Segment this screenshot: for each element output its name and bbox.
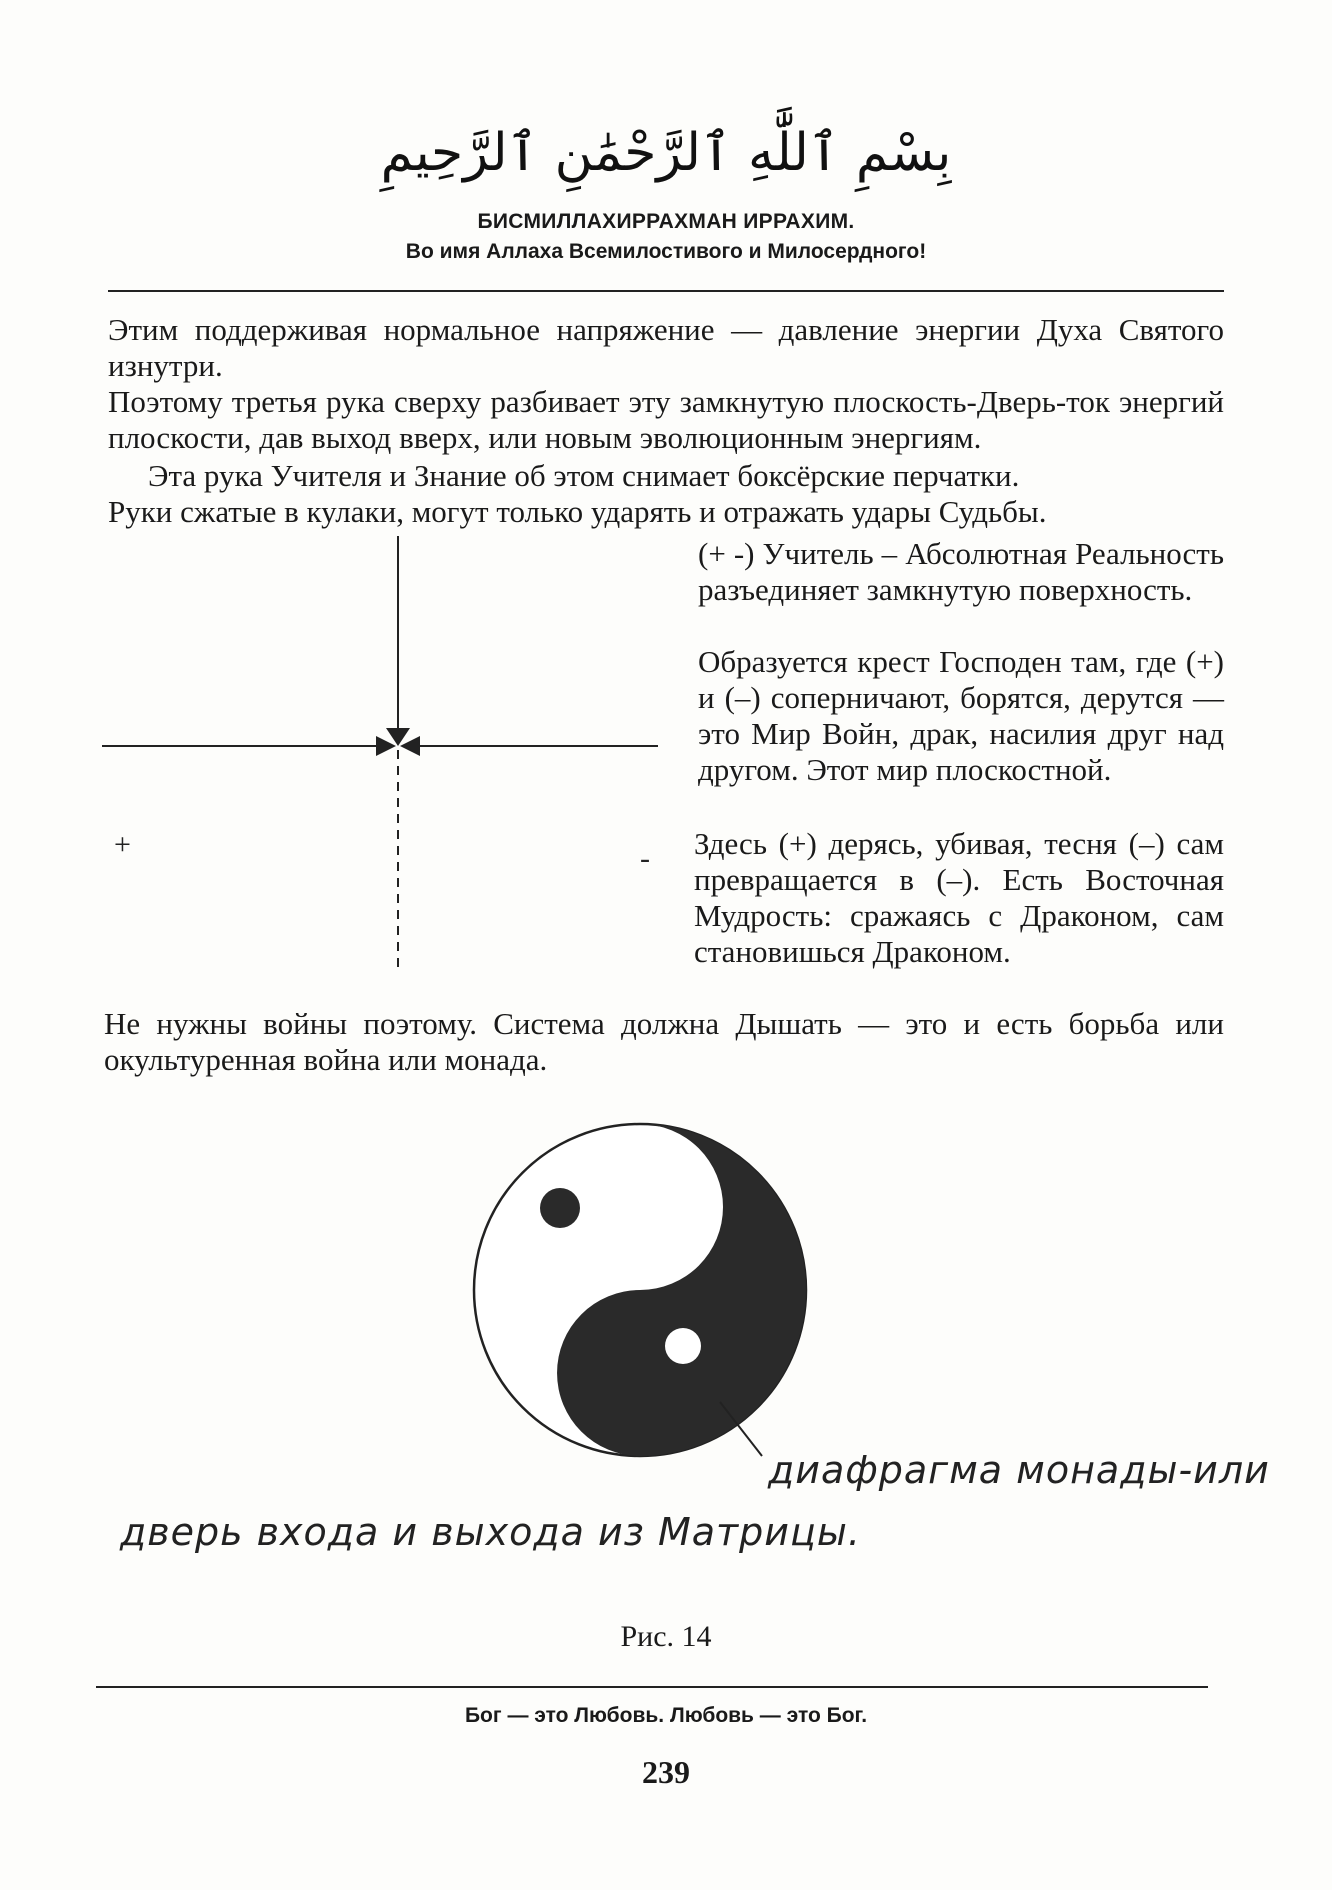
- side-paragraph-3: Здесь (+) дерясь, убивая, тесня (–) сам превращается в (–). Есть Восточная Мудрость: сражаясь с Драконом, сам становишься Драконом.: [694, 826, 1224, 969]
- footer-rule: [96, 1686, 1208, 1688]
- minus-label: -: [640, 842, 650, 875]
- cross-right-arrowhead: [376, 736, 396, 756]
- header-subtitle: Во имя Аллаха Всемилостивого и Милосердного!: [405, 240, 927, 263]
- cross-diagram: [100, 536, 665, 976]
- header-title: БИСМИЛЛАХИРРАХМАН ИРРАХИМ.: [477, 210, 855, 233]
- paragraph-3: Эта рука Учителя и Знание об этом снимает боксёрские перчатки.: [148, 458, 1020, 493]
- side-paragraph-1: (+ -) Учитель – Абсолютная Реальность разъединяет замкнутую поверхность.: [698, 536, 1224, 607]
- footer-motto: Бог — это Любовь. Любовь — это Бог.: [464, 1704, 868, 1727]
- page-number: 239: [642, 1754, 690, 1790]
- paragraph-4: Руки сжатые в кулаки, могут только ударять и отражать удары Судьбы.: [108, 494, 1047, 529]
- yin-yang-light-dot: [665, 1328, 701, 1364]
- figure-caption: Рис. 14: [620, 1620, 712, 1653]
- side-paragraph-2: Образуется крест Господен там, где (+) и (–) соперничают, борятся, дерутся — это Мир Войн, драк, насилия друг над другом. Этот мир плоскостной.: [698, 644, 1224, 787]
- bismillah-calligraphy: [380, 88, 952, 208]
- paragraph-5: Не нужны войны поэтому. Система должна Дышать — это и есть борьба или окультуренная война или монада.: [104, 1006, 1224, 1077]
- paragraph-2: Поэтому третья рука сверху разбивает эту замкнутую плоскость-Дверь-ток энергий плоскости, дав выход вверх, или новым эволюционным энергиям.: [108, 384, 1224, 455]
- bismillah-arabic-text: بِسْمِ ٱللَّٰهِ ٱلرَّحْمَٰنِ ٱلرَّحِيمِ: [380, 123, 952, 183]
- plus-label: +: [114, 828, 131, 861]
- yin-yang-dark-dot: [540, 1188, 580, 1228]
- diaphragm-pointer-line: [690, 1400, 770, 1460]
- cross-left-arrowhead: [400, 736, 420, 756]
- paragraph-1: Этим поддерживая нормальное напряжение — давление энергии Духа Святого изнутри.: [108, 312, 1224, 383]
- handwritten-note-line-1: диафрагма монады-или: [768, 1448, 1270, 1492]
- handwritten-note-line-2: дверь входа и выхода из Матрицы.: [120, 1510, 861, 1554]
- header-rule: [108, 290, 1224, 292]
